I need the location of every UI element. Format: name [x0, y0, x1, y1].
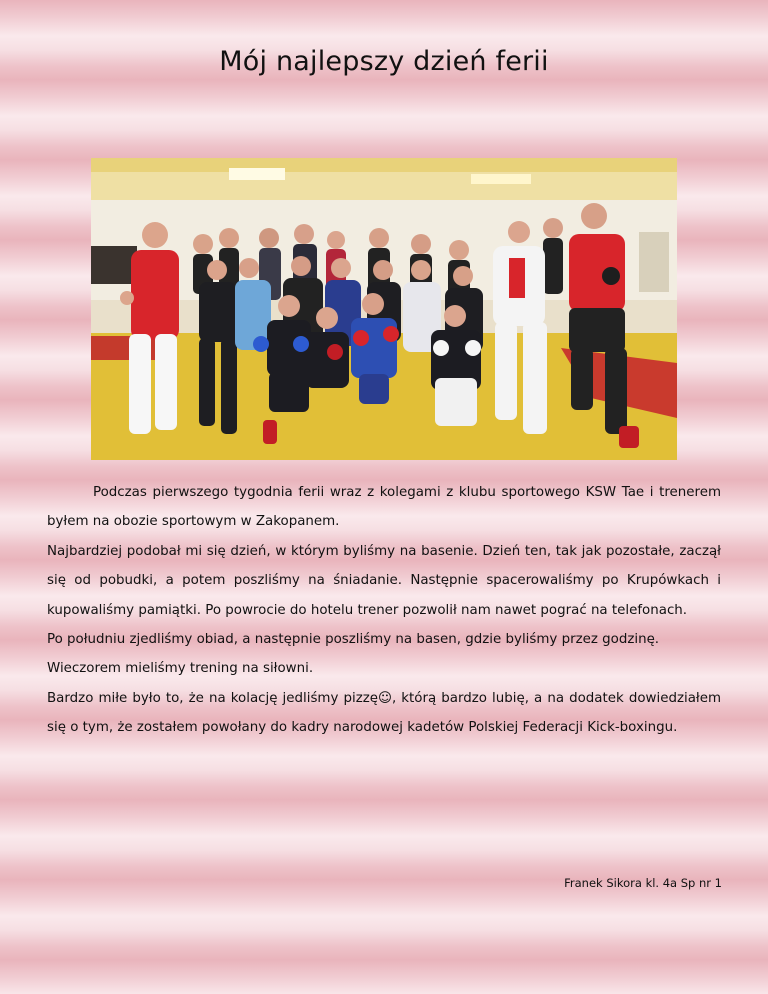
paragraph: Podczas pierwszego tygodnia ferii wraz z kolegami z klubu sportowego KSW Tae i trenerem byłem na obozie sportowym w Zakopanem. [47, 485, 721, 530]
article-body [47, 478, 721, 743]
author-signature: Franek Sikora kl. 4a Sp nr 1 [564, 876, 722, 890]
paragraph: Bardzo miłe było to, że na kolację jedliśmy pizzę☺, którą bardzo lubię, a na dodatek dowiedziałem się o tym, że zostałem powołany do kadry narodowej kadetów Polskiej Federacji Kick-boxingu. [47, 690, 721, 736]
team-photo-illustration [91, 158, 677, 460]
paragraph: Po południu zjedliśmy obiad, a następnie poszliśmy na basen, gdzie byliśmy przez godzinę. [47, 632, 660, 648]
page-title: Mój najlepszy dzień ferii [219, 46, 549, 77]
team-photo [91, 158, 677, 460]
paragraph: Najbardziej podobał mi się dzień, w którym byliśmy na basenie. Dzień ten, tak jak pozostałe, zaczął się od pobudki, a potem poszliśmy na śniadanie. Następnie spacerowaliśmy po Krupówkach i kupowaliśmy pamiątki. Po powrocie do hotelu trener pozwolił nam nawet pograć na telefonach. [47, 543, 721, 618]
paragraph: Wieczorem mieliśmy trening na siłowni. [47, 661, 314, 677]
